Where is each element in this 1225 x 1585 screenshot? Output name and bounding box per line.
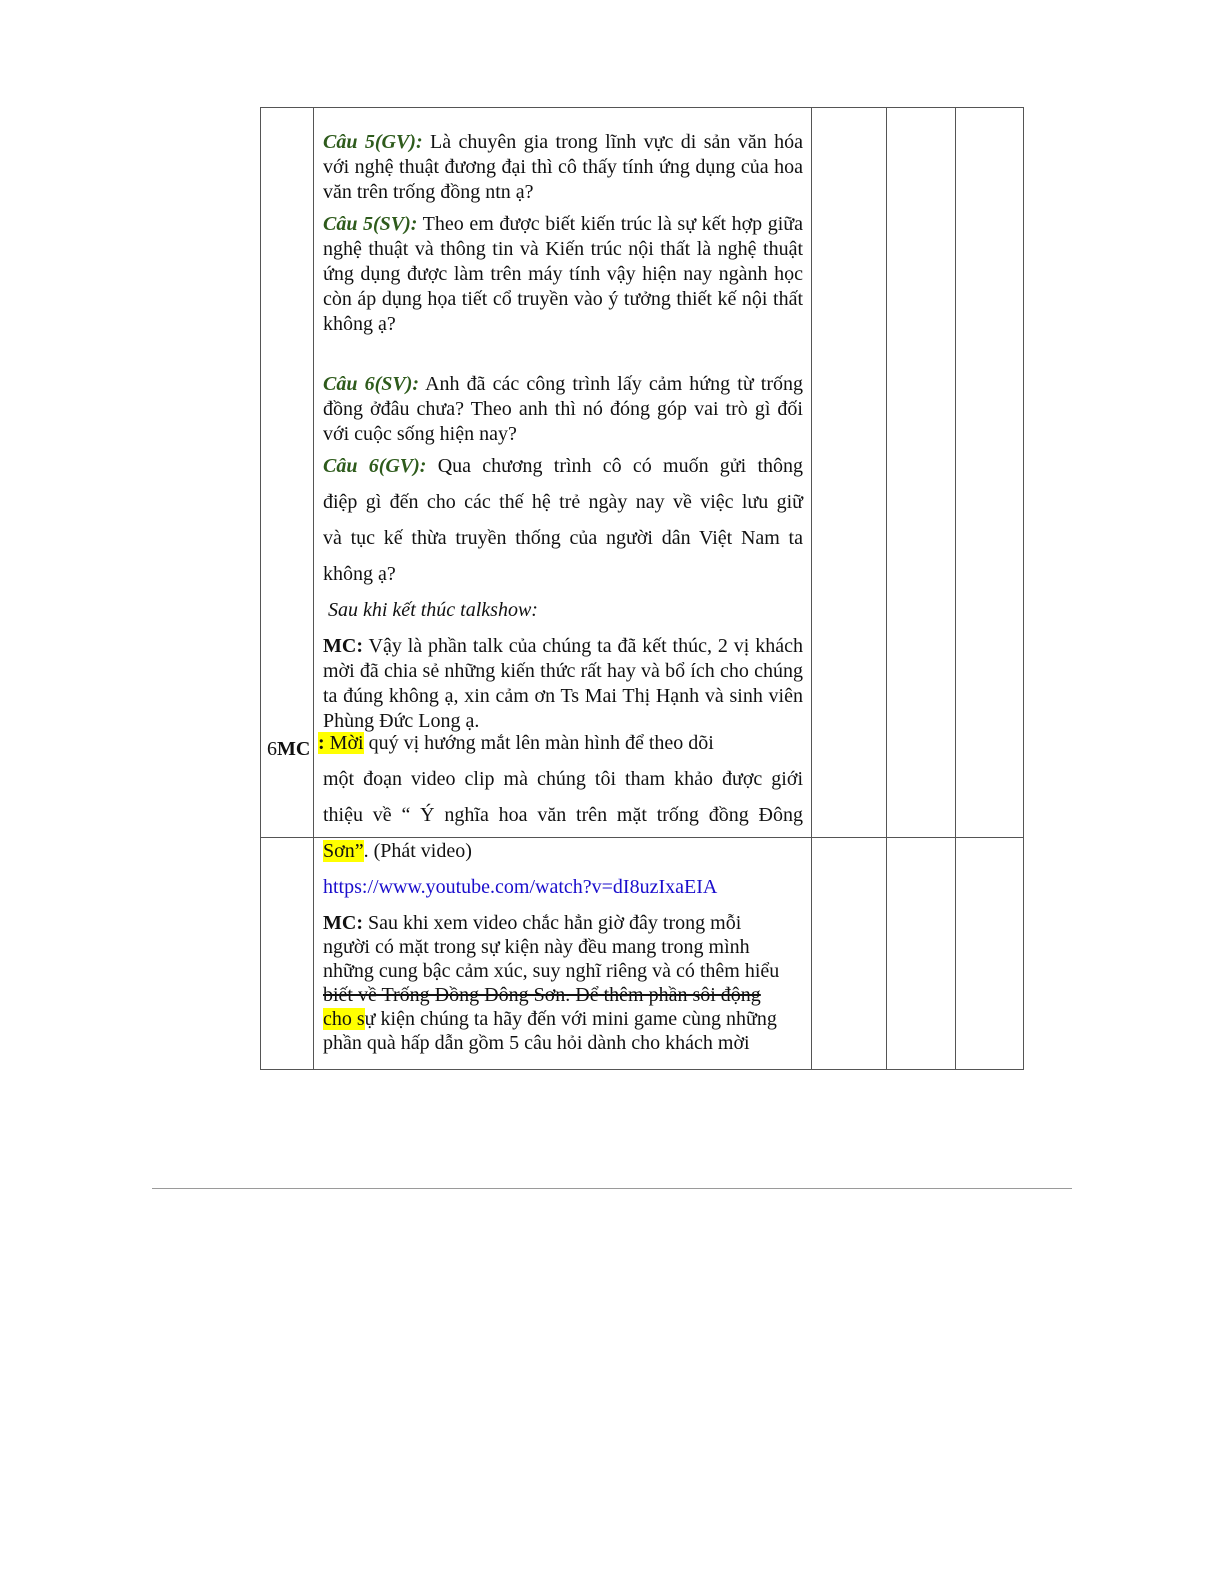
mc-minigame-line-1: MC: Sau khi xem video chắc hẳn giờ đây trong mỗi bbox=[323, 912, 742, 934]
mc-minigame-line-6: phần quà hấp dẫn gồm 5 câu hỏi dành cho khách mời bbox=[323, 1032, 750, 1054]
table-border-col2 bbox=[811, 107, 812, 1070]
video-link[interactable]: https://www.youtube.com/watch?v=dI8uzIxaEIA bbox=[323, 876, 718, 898]
question-6-gv-line-1: Câu 6(GV): Qua chương trình cô có muốn gửi thông bbox=[323, 455, 803, 477]
question-6-gv-line-2: điệp gì đến cho các thế hệ trẻ ngày nay về việc lưu giữ bbox=[323, 491, 803, 513]
question-6-sv: Câu 6(SV): Anh đã các công trình lấy cảm hứng từ trống đồng ởđâu chưa? Theo anh thì nó đóng góp vai trò gì đối với cuộc sống hiện nay? bbox=[323, 373, 804, 445]
mc-minigame-line-2: người có mặt trong sự kiện này đều mang trong mình bbox=[323, 936, 750, 958]
mc-video-intro-line-1: : Mời quý vị hướng mắt lên màn hình để theo dõi bbox=[318, 732, 714, 754]
table-row-divider bbox=[260, 837, 1024, 838]
page-divider bbox=[152, 1188, 1072, 1189]
table-border-col4 bbox=[955, 107, 956, 1070]
question-5-gv: Câu 5(GV): Là chuyên gia trong lĩnh vực di sản văn hóa với nghệ thuật đương đại thì cô thấy tính ứng dụng của hoa văn trên trống đồng ntn ạ? bbox=[323, 131, 803, 203]
mc-minigame-line-5: cho sự kiện chúng ta hãy đến với mini game cùng những bbox=[323, 1008, 777, 1030]
table-border-right bbox=[1023, 107, 1024, 1070]
question-6-gv-line-3: và tục kế thừa truyền thống của người dân Việt Nam ta bbox=[323, 527, 803, 549]
script-table bbox=[260, 107, 1024, 1070]
table-border-bottom bbox=[260, 1069, 1024, 1070]
mc-video-intro-line-3: thiệu về “ Ý nghĩa hoa văn trên mặt trống đồng Đông bbox=[323, 804, 803, 826]
table-border-left bbox=[260, 107, 261, 1070]
mc-minigame-line-3: những cung bậc cảm xúc, suy nghĩ riêng và có thêm hiểu bbox=[323, 960, 780, 982]
table-border-col1 bbox=[313, 107, 314, 1070]
mc-minigame-line-4: biết về Trống Đồng Đông Sơn. Để thêm phần sôi động bbox=[323, 984, 761, 1006]
video-title-end: Sơn”. (Phát video) bbox=[323, 840, 472, 862]
after-talkshow-note: Sau khi kết thúc talkshow: bbox=[328, 599, 538, 621]
question-6-gv-line-4: không ạ? bbox=[323, 563, 396, 585]
row-number-cell: 6MC bbox=[267, 738, 311, 760]
table-border-col3 bbox=[886, 107, 887, 1070]
mc-video-intro-line-2: một đoạn video clip mà chúng tôi tham khảo được giới bbox=[323, 768, 803, 790]
mc-closing-remarks: MC: Vậy là phần talk của chúng ta đã kết thúc, 2 vị khách mời đã chia sẻ những kiến thức rất hay và bổ ích cho chúng ta đúng không ạ, xin cảm ơn Ts Mai Thị Hạnh và sinh viên Phùng Đức Long ạ. bbox=[323, 635, 803, 732]
question-5-sv: Câu 5(SV): Theo em được biết kiến trúc là sự kết hợp giữa nghệ thuật và thông tin và Kiến trúc nội thất là nghệ thuật ứng dụng được làm trên máy tính vậy hiện nay ngành học còn áp dụng họa tiết cổ truyền vào ý tưởng thiết kế nội thất không ạ? bbox=[323, 213, 804, 335]
table-border-top bbox=[260, 107, 1024, 108]
